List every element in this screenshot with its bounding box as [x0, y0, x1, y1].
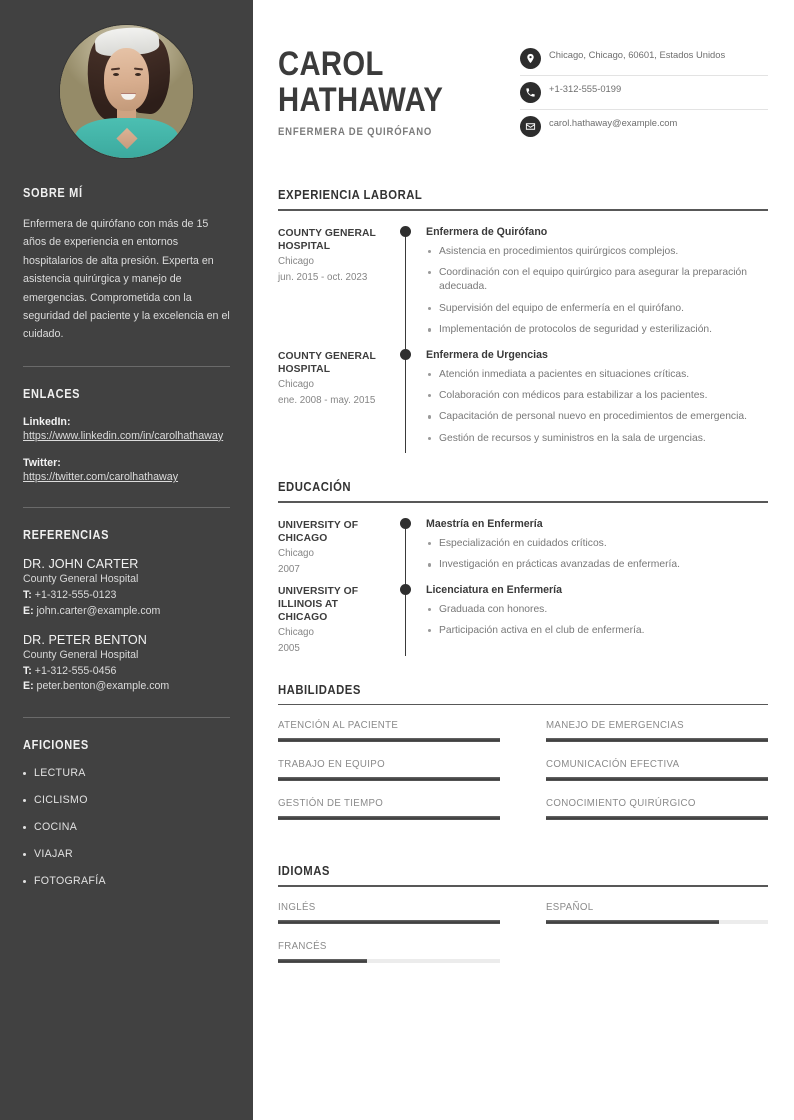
list-item: COCINA — [23, 821, 230, 833]
experience-section — [278, 187, 768, 453]
skill-bar — [278, 816, 500, 820]
name-block — [278, 40, 520, 138]
skill-label: ATENCIÓN AL PACIENTE — [278, 720, 399, 732]
phone-text: +1-312-555-0199 — [549, 83, 622, 94]
linkedin-link[interactable]: https://www.linkedin.com/in/carolhathaway — [23, 429, 224, 442]
skill-bar-fill — [546, 777, 768, 781]
hobbies-list — [23, 767, 230, 887]
main-content — [253, 0, 794, 1120]
timeline — [400, 226, 424, 345]
skill-item — [546, 759, 768, 781]
timeline-dot — [400, 349, 411, 360]
bullet-list — [426, 537, 768, 573]
reference-item — [23, 633, 230, 695]
list-item: Investigación en prácticas avanzadas de enfermería. — [426, 558, 768, 572]
education-section — [278, 479, 768, 655]
degree-title: Maestría en Enfermería — [426, 517, 543, 530]
envelope-icon — [520, 116, 541, 137]
list-item: Atención inmediata a pacientes en situaciones críticas. — [426, 368, 768, 382]
twitter-link[interactable]: https://twitter.com/carolhathaway — [23, 471, 179, 484]
reference-phone — [23, 664, 230, 679]
entry-dates: 2005 — [278, 642, 300, 654]
entry-meta — [278, 518, 400, 580]
divider — [23, 717, 230, 718]
language-bar — [278, 959, 500, 963]
link-label: Twitter: — [23, 457, 61, 470]
job-title: ENFERMERA DE QUIRÓFANO — [278, 126, 433, 139]
list-item: Implementación de protocolos de seguridad y esterilización. — [426, 323, 768, 337]
entry-details — [424, 226, 768, 345]
language-label: INGLÉS — [278, 901, 316, 913]
language-label: ESPAÑOL — [546, 901, 594, 913]
section-rule — [278, 885, 768, 887]
language-bar-fill — [278, 920, 500, 924]
experience-entry — [278, 226, 768, 345]
entry-details — [424, 518, 768, 580]
entry-details — [424, 349, 768, 454]
organization-name: COUNTY GENERAL HOSPITAL — [278, 227, 376, 252]
list-item: Colaboración con médicos para estabilizar a los pacientes. — [426, 389, 768, 403]
language-bar-fill — [278, 959, 367, 963]
profile-photo — [60, 25, 193, 158]
phone-icon — [520, 82, 541, 103]
timeline-line — [405, 588, 406, 656]
section-rule — [278, 209, 768, 211]
language-label: FRANCÉS — [278, 940, 327, 952]
entry-city: Chicago — [278, 627, 314, 639]
role-title: Enfermera de Quirófano — [426, 225, 548, 238]
reference-phone — [23, 588, 230, 603]
list-item: Supervisión del equipo de enfermería en el quirófano. — [426, 302, 768, 316]
divider — [23, 366, 230, 367]
resume-header — [278, 40, 768, 143]
reference-email — [23, 679, 230, 694]
language-item — [278, 902, 500, 924]
email-text: carol.hathaway@example.com — [549, 117, 678, 128]
entry-dates: jun. 2015 - oct. 2023 — [278, 271, 368, 283]
bullet-list — [426, 245, 768, 338]
list-item: Coordinación con el equipo quirúrgico para asegurar la preparación adecuada. — [426, 266, 768, 295]
last-name: HATHAWAY — [278, 81, 444, 120]
skill-label: COMUNICACIÓN EFECTIVA — [546, 759, 680, 771]
language-bar-fill — [546, 920, 719, 924]
timeline-line — [405, 230, 406, 361]
timeline-dot — [400, 584, 411, 595]
references-section — [23, 528, 230, 694]
entry-meta — [278, 584, 400, 656]
role-title: Enfermera de Urgencias — [426, 348, 548, 361]
bullet-list — [426, 368, 768, 447]
contact-block — [520, 40, 768, 143]
education-heading: EDUCACIÓN — [278, 479, 352, 495]
skill-item — [278, 759, 500, 781]
skill-item — [278, 798, 500, 820]
section-rule — [278, 704, 768, 706]
list-item: VIAJAR — [23, 848, 230, 860]
link-item — [23, 416, 230, 444]
language-item — [546, 902, 768, 924]
list-item: Asistencia en procedimientos quirúrgicos complejos. — [426, 245, 768, 259]
degree-title: Licenciatura en Enfermería — [426, 583, 563, 596]
organization-name: UNIVERSITY OF ILLINOIS AT CHICAGO — [278, 585, 359, 623]
skill-bar-fill — [278, 816, 500, 820]
contact-email-row — [520, 110, 768, 143]
entry-dates: 2007 — [278, 563, 300, 575]
skill-bar — [278, 777, 500, 781]
skill-label: TRABAJO EN EQUIPO — [278, 759, 385, 771]
timeline-dot — [400, 518, 411, 529]
skill-label: MANEJO DE EMERGENCIAS — [546, 720, 684, 732]
reference-org: County General Hospital — [23, 648, 139, 661]
links-heading: ENLACES — [23, 386, 81, 401]
entry-meta — [278, 226, 400, 345]
bullet-list — [426, 603, 768, 639]
list-item: Capacitación de personal nuevo en procedimientos de emergencia. — [426, 410, 768, 424]
skill-label: CONOCIMIENTO QUIRÚRGICO — [546, 798, 696, 810]
skill-item — [546, 798, 768, 820]
education-entry — [278, 518, 768, 580]
language-bar — [278, 920, 500, 924]
languages-heading: IDIOMAS — [278, 863, 330, 879]
link-item — [23, 457, 230, 485]
timeline — [400, 584, 424, 656]
reference-org: County General Hospital — [23, 573, 139, 586]
experience-heading: EXPERIENCIA LABORAL — [278, 187, 423, 202]
entry-meta — [278, 349, 400, 454]
list-item: CICLISMO — [23, 794, 230, 806]
entry-details — [424, 584, 768, 656]
skill-label: GESTIÓN DE TIEMPO — [278, 798, 384, 810]
references-heading: REFERENCIAS — [23, 528, 110, 543]
skill-item — [278, 720, 500, 742]
entry-city: Chicago — [278, 378, 314, 390]
reference-name: DR. PETER BENTON — [23, 632, 147, 647]
skills-grid — [278, 720, 768, 837]
skills-heading: HABILIDADES — [278, 681, 361, 697]
sidebar — [0, 0, 253, 1120]
avatar — [23, 25, 230, 158]
hobbies-section — [23, 738, 230, 887]
about-heading: SOBRE MÍ — [23, 186, 83, 200]
timeline — [400, 349, 424, 454]
hobbies-heading: AFICIONES — [23, 737, 89, 752]
reference-item — [23, 557, 230, 619]
reference-name: DR. JOHN CARTER — [23, 557, 139, 572]
language-bar — [546, 920, 768, 924]
list-item: Especialización en cuidados críticos. — [426, 537, 768, 551]
email-label: E: — [23, 604, 34, 617]
timeline — [400, 518, 424, 580]
section-rule — [278, 501, 768, 503]
education-entry — [278, 584, 768, 656]
link-label: LinkedIn: — [23, 415, 71, 428]
email-value: peter.benton@example.com — [36, 680, 170, 693]
divider — [23, 507, 230, 508]
skill-bar — [546, 816, 768, 820]
skill-bar-fill — [278, 777, 500, 781]
phone-label: T: — [23, 589, 32, 602]
phone-value: +1-312-555-0123 — [34, 589, 117, 602]
first-name: CAROL — [278, 45, 384, 83]
list-item: Participación activa en el club de enfermería. — [426, 624, 768, 638]
reference-email — [23, 604, 230, 619]
list-item: Graduada con honores. — [426, 603, 768, 617]
timeline-line — [405, 353, 406, 454]
skill-bar — [278, 738, 500, 742]
list-item: Gestión de recursos y suministros en la sala de urgencias. — [426, 432, 768, 446]
entry-city: Chicago — [278, 548, 314, 560]
address-text: Chicago, Chicago, 60601, Estados Unidos — [549, 49, 726, 60]
skill-bar-fill — [546, 738, 768, 742]
about-section — [23, 186, 230, 344]
skill-bar — [546, 738, 768, 742]
about-text: Enfermera de quirófano con más de 15 años de experiencia en entornos hospitalarios de alta presión. Experta en asistencia quirúrgica y manejo de emergencias. Comprometida con la seguridad del paciente y la excelencia en el cuidado. — [23, 218, 230, 341]
languages-section — [278, 863, 768, 980]
organization-name: COUNTY GENERAL HOSPITAL — [278, 350, 376, 375]
experience-entry — [278, 349, 768, 454]
skills-section — [278, 682, 768, 838]
email-value: john.carter@example.com — [36, 604, 161, 617]
phone-value: +1-312-555-0456 — [34, 664, 117, 677]
email-label: E: — [23, 680, 34, 693]
skill-bar-fill — [278, 738, 500, 742]
timeline-dot — [400, 226, 411, 237]
languages-grid — [278, 902, 768, 980]
list-item: FOTOGRAFÍA — [23, 875, 230, 887]
phone-label: T: — [23, 664, 32, 677]
organization-name: UNIVERSITY OF CHICAGO — [278, 519, 359, 545]
skill-bar — [546, 777, 768, 781]
entry-city: Chicago — [278, 255, 314, 267]
contact-phone-row — [520, 76, 768, 110]
links-section — [23, 387, 230, 485]
list-item: LECTURA — [23, 767, 230, 779]
skill-bar-fill — [546, 816, 768, 820]
language-item — [278, 941, 500, 963]
entry-dates: ene. 2008 - may. 2015 — [278, 394, 376, 406]
skill-item — [546, 720, 768, 742]
contact-address-row — [520, 42, 768, 76]
location-pin-icon — [520, 48, 541, 69]
